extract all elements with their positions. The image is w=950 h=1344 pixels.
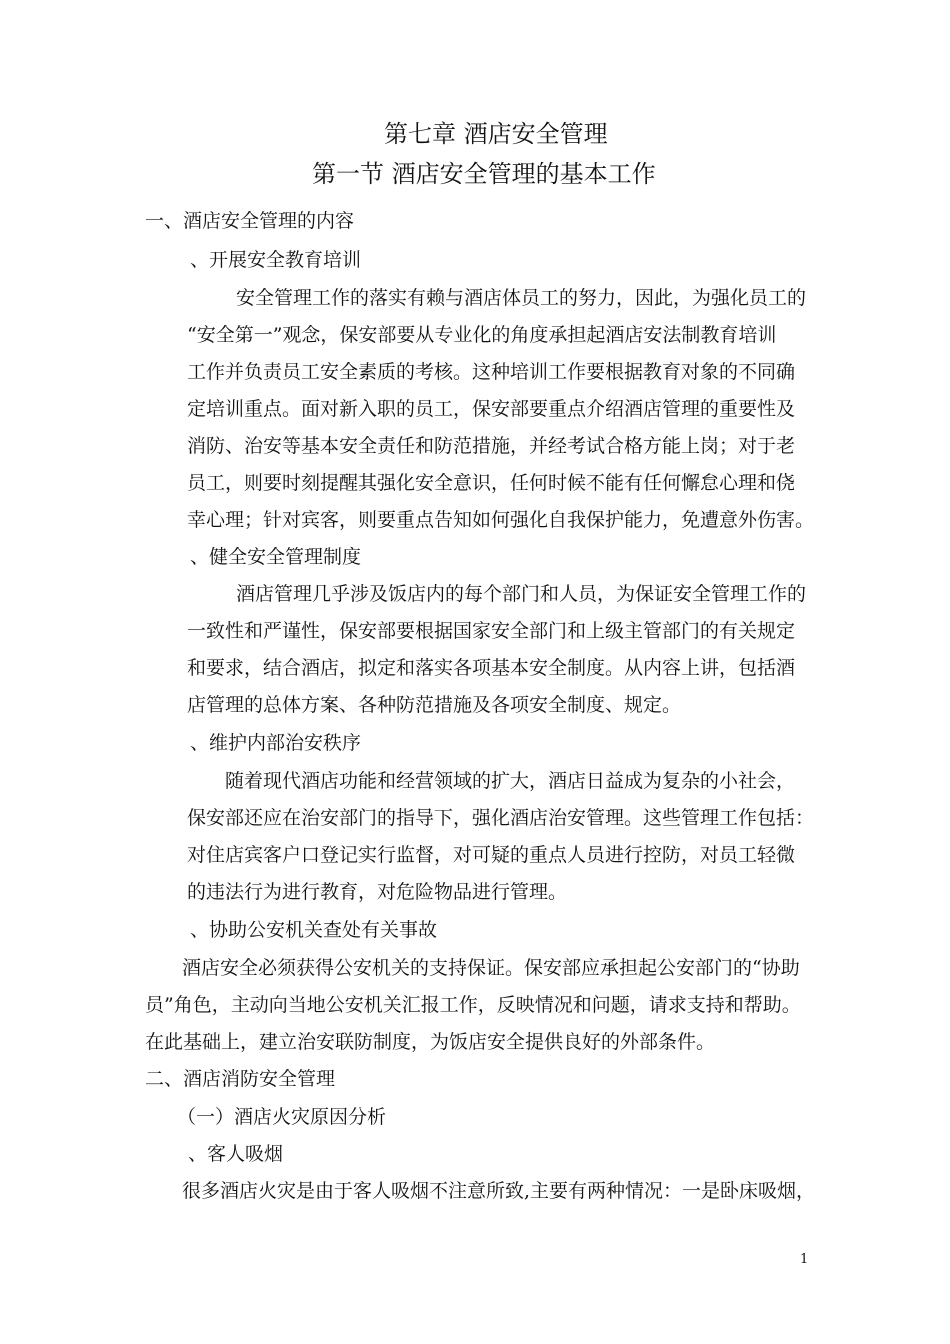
subheading: （一）酒店火灾原因分析 — [177, 1106, 387, 1128]
section-title: 第一节 酒店安全管理的基本工作 — [312, 160, 656, 188]
paragraph-line: 很多酒店火灾是由于客人吸烟不注意所致,主要有两种情况：一是卧床吸烟， — [182, 1180, 816, 1202]
paragraph-line: 消防、治安等基本安全责任和防范措施，并经考试合格方能上岗；对于老 — [187, 435, 796, 457]
paragraph-line: 定培训重点。面对新入职的员工，保安部要重点介绍酒店管理的重要性及 — [187, 398, 796, 420]
paragraph-line: 的违法行为进行教育，对危险物品进行管理。 — [187, 881, 568, 903]
item-heading: 、开展安全教育培训 — [190, 249, 362, 271]
paragraph-line: 对住店宾客户口登记实行监督，对可疑的重点人员进行控防，对员工轻微 — [187, 844, 796, 866]
chapter-title: 第七章 酒店安全管理 — [384, 120, 608, 148]
paragraph-line: 随着现代酒店功能和经营领域的扩大，酒店日益成为复杂的小社会， — [225, 770, 796, 792]
paragraph-line: 安全管理工作的落实有赖与酒店体员工的努力，因此，为强化员工的 — [236, 287, 807, 309]
paragraph-line: 酒店管理几乎涉及饭店内的每个部门和人员，为保证安全管理工作的 — [236, 583, 807, 605]
item-heading: 、协助公安机关查处有关事故 — [190, 919, 438, 941]
paragraph-line: 工作并负责员工安全素质的考核。这种培训工作要根据教育对象的不同确 — [187, 361, 796, 383]
item-heading: 、客人吸烟 — [188, 1143, 284, 1165]
paragraph-line: 和要求，结合酒店，拟定和落实各项基本安全制度。从内容上讲，包括酒 — [187, 657, 796, 679]
paragraph-line: 幸心理；针对宾客，则要重点告知如何强化自我保护能力，免遭意外伤害。 — [187, 509, 815, 531]
paragraph-line: 保安部还应在治安部门的指导下，强化酒店治安管理。这些管理工作包括： — [187, 807, 815, 829]
paragraph-line: 员工，则要时刻提醒其强化安全意识，任何时候不能有任何懈怠心理和侥 — [187, 472, 796, 494]
paragraph-line: 在此基础上，建立治安联防制度，为饭店安全提供良好的外部条件。 — [145, 1031, 716, 1053]
page-number: 1 — [800, 1252, 809, 1267]
heading-1: 一、酒店安全管理的内容 — [145, 210, 355, 232]
item-heading: 、维护内部治安秩序 — [190, 732, 362, 754]
paragraph-line: 一致性和严谨性，保安部要根据国家安全部门和上级主管部门的有关规定 — [187, 620, 796, 642]
paragraph-line: “安全第一”观念，保安部要从专业化的角度承担起酒店安法制教育培训 — [187, 324, 777, 346]
paragraph-line: 员”角色，主动向当地公安机关汇报工作，反映情况和问题，请求支持和帮助。 — [145, 994, 801, 1016]
item-heading: 、健全安全管理制度 — [190, 546, 362, 568]
heading-2: 二、酒店消防安全管理 — [145, 1068, 336, 1090]
paragraph-line: 酒店安全必须获得公安机关的支持保证。保安部应承担起公安部门的“协助 — [182, 957, 800, 979]
paragraph-line: 店管理的总体方案、各种防范措施及各项安全制度、规定。 — [187, 694, 682, 716]
